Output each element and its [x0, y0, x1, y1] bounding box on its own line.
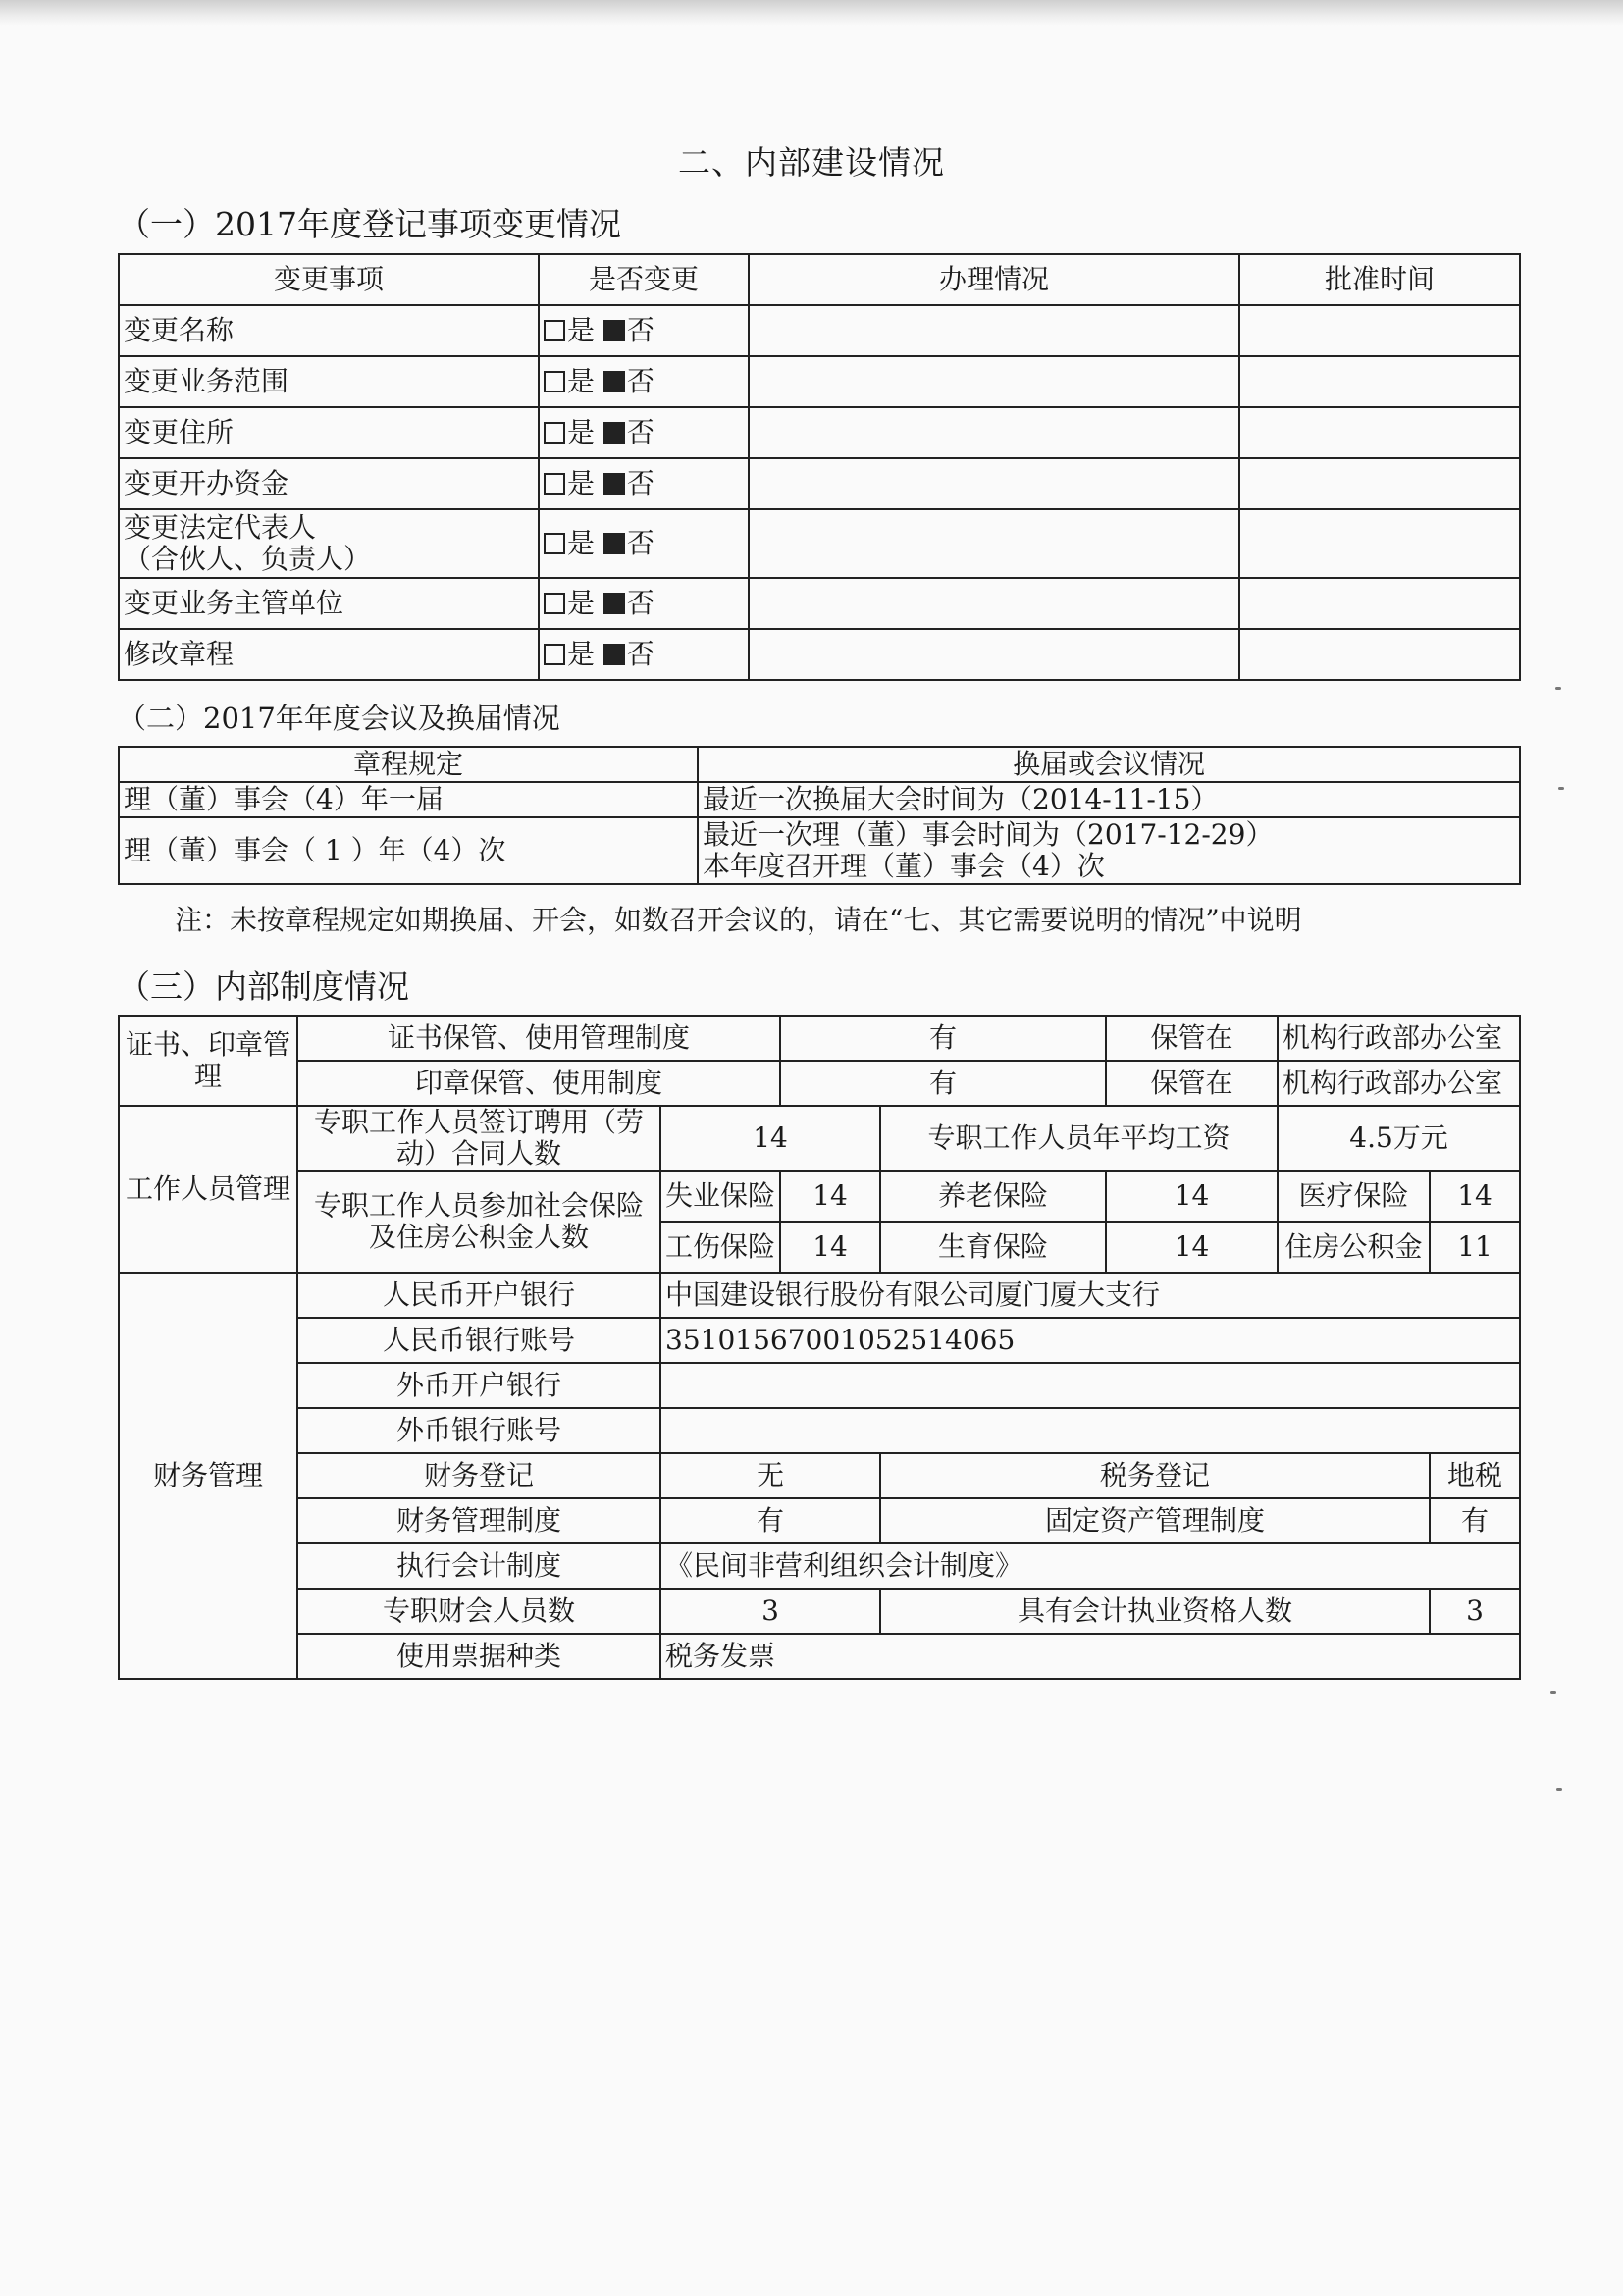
insurance-name: 医疗保险: [1278, 1171, 1430, 1222]
handling-cell: [749, 458, 1239, 509]
keeper-label: 保管在: [1106, 1016, 1278, 1061]
insurance-value: 14: [1106, 1171, 1278, 1222]
yes-no-choice: [539, 356, 749, 407]
date-cell: [1239, 629, 1520, 680]
accountants-value: 3: [660, 1589, 880, 1634]
insurance-value: 14: [780, 1171, 880, 1222]
yes-checkbox[interactable]: [544, 593, 565, 614]
date-cell: [1239, 305, 1520, 356]
no-checkbox[interactable]: [603, 593, 625, 614]
yes-label: 是: [567, 587, 596, 619]
accounting-label: 执行会计制度: [297, 1543, 660, 1589]
internal-systems-table: [118, 1015, 1521, 1680]
yes-checkbox[interactable]: [544, 473, 565, 495]
section3-title: （三）内部制度情况: [118, 967, 409, 1006]
handling-cell: [749, 578, 1239, 629]
scan-speck: [1558, 787, 1564, 790]
yes-no-choice: [539, 509, 749, 578]
fx-bank-value: [660, 1363, 1520, 1408]
table-row: [119, 356, 1520, 407]
change-item: 变更住所: [119, 407, 539, 458]
yes-no-choice: [539, 629, 749, 680]
insurance-name: 住房公积金: [1278, 1222, 1430, 1273]
change-item-line1: 变更法定代表人: [124, 511, 317, 544]
yes-checkbox[interactable]: [544, 371, 565, 392]
meetings-table: [118, 746, 1521, 885]
rmb-bank-label: 人民币开户银行: [297, 1273, 660, 1318]
yes-no-choice: [539, 458, 749, 509]
table-row: [119, 509, 1520, 578]
rmb-account-label: 人民币银行账号: [297, 1318, 660, 1363]
insurance-name: 生育保险: [880, 1222, 1106, 1273]
handling-cell: [749, 305, 1239, 356]
yes-no-choice: [539, 305, 749, 356]
change-item: 变更开办资金: [119, 458, 539, 509]
no-label: 否: [626, 365, 654, 397]
fin-system-value: 有: [660, 1498, 880, 1543]
table-row: [119, 578, 1520, 629]
no-checkbox[interactable]: [603, 533, 625, 554]
no-label: 否: [626, 416, 654, 448]
scan-speck: [1556, 1788, 1562, 1791]
change-item: 变更业务主管单位: [119, 578, 539, 629]
fx-bank-label: 外币开户银行: [297, 1363, 660, 1408]
no-checkbox[interactable]: [603, 422, 625, 444]
rule-cell: 理（董）事会（4）年一届: [119, 782, 698, 817]
change-item: 变更业务范围: [119, 356, 539, 407]
header-date: 批准时间: [1239, 254, 1520, 305]
yes-no-choice: [539, 407, 749, 458]
yes-label: 是: [567, 314, 596, 346]
insurance-value: 14: [1106, 1222, 1278, 1273]
scan-speck: [1555, 687, 1561, 690]
insurance-value: 14: [780, 1222, 880, 1273]
cert-system-value: 有: [780, 1016, 1106, 1061]
change-item: 修改章程: [119, 629, 539, 680]
staff-category: 工作人员管理: [119, 1106, 297, 1273]
no-checkbox[interactable]: [603, 473, 625, 495]
handling-cell: [749, 407, 1239, 458]
finance-category: 财务管理: [119, 1273, 297, 1679]
fx-account-value: [660, 1408, 1520, 1453]
no-label: 否: [626, 638, 654, 670]
accounting-value: 《民间非营利组织会计制度》: [660, 1543, 1520, 1589]
receipt-label: 使用票据种类: [297, 1634, 660, 1679]
section1-title: （一）2017年度登记事项变更情况: [118, 205, 621, 243]
table-row: [119, 782, 1520, 817]
insurance-name: 工伤保险: [660, 1222, 780, 1273]
date-cell: [1239, 578, 1520, 629]
table-row: [119, 305, 1520, 356]
header-handling: 办理情况: [749, 254, 1239, 305]
table-row: [119, 407, 1520, 458]
header-changed: 是否变更: [539, 254, 749, 305]
seal-system-label: 印章保管、使用制度: [297, 1061, 780, 1106]
yes-checkbox[interactable]: [544, 644, 565, 665]
status-line: 最近一次理（董）事会时间为（2017-12-29）: [703, 818, 1274, 851]
header-item: 变更事项: [119, 254, 539, 305]
status-cell: [698, 817, 1520, 884]
date-cell: [1239, 407, 1520, 458]
no-checkbox[interactable]: [603, 644, 625, 665]
header-rule: 章程规定: [119, 747, 698, 782]
no-label: 否: [626, 467, 654, 499]
yes-checkbox[interactable]: [544, 320, 565, 341]
no-label: 否: [626, 314, 654, 346]
yes-label: 是: [567, 416, 596, 448]
yes-label: 是: [567, 467, 596, 499]
yes-checkbox[interactable]: [544, 533, 565, 554]
note-text: 注：未按章程规定如期换届、开会，如数召开会议的，请在“七、其它需要说明的情况”中说明: [175, 904, 1302, 936]
table-row: [119, 629, 1520, 680]
rule-cell: 理（董）事会（ 1 ）年（4）次: [119, 817, 698, 884]
date-cell: [1239, 509, 1520, 578]
handling-cell: [749, 629, 1239, 680]
insurance-value: 14: [1430, 1171, 1520, 1222]
contract-value: 14: [660, 1106, 880, 1171]
date-cell: [1239, 356, 1520, 407]
salary-label: 专职工作人员年平均工资: [880, 1106, 1278, 1171]
handling-cell: [749, 356, 1239, 407]
cert-seal-category: 证书、印章管理: [119, 1016, 297, 1106]
yes-label: 是: [567, 365, 596, 397]
keeper-value: 机构行政部办公室: [1278, 1016, 1520, 1061]
fin-reg-value: 无: [660, 1453, 880, 1498]
fx-account-label: 外币银行账号: [297, 1408, 660, 1453]
seal-system-value: 有: [780, 1061, 1106, 1106]
salary-value: 4.5万元: [1278, 1106, 1520, 1171]
insurance-name: 失业保险: [660, 1171, 780, 1222]
tax-reg-label: 税务登记: [880, 1453, 1430, 1498]
rmb-bank-value: 中国建设银行股份有限公司厦门厦大支行: [660, 1273, 1520, 1318]
rmb-account-value: 35101567001052514065: [660, 1318, 1520, 1363]
qualified-value: 3: [1430, 1589, 1520, 1634]
registration-changes-table: [118, 253, 1521, 681]
no-checkbox[interactable]: [603, 371, 625, 392]
tax-reg-value: 地税: [1430, 1453, 1520, 1498]
insurance-name: 养老保险: [880, 1171, 1106, 1222]
date-cell: [1239, 458, 1520, 509]
no-checkbox[interactable]: [603, 320, 625, 341]
asset-system-label: 固定资产管理制度: [880, 1498, 1430, 1543]
insurance-label: 专职工作人员参加社会保险及住房公积金人数: [297, 1171, 660, 1273]
table-row: [119, 458, 1520, 509]
status-cell: 最近一次换届大会时间为（2014-11-15）: [698, 782, 1520, 817]
yes-label: 是: [567, 638, 596, 670]
yes-checkbox[interactable]: [544, 422, 565, 444]
scan-speck: [1550, 1691, 1556, 1694]
no-label: 否: [626, 587, 654, 619]
accountants-label: 专职财会人员数: [297, 1589, 660, 1634]
asset-system-value: 有: [1430, 1498, 1520, 1543]
header-status: 换届或会议情况: [698, 747, 1520, 782]
contract-label: 专职工作人员签订聘用（劳动）合同人数: [297, 1106, 660, 1171]
status-line: 本年度召开理（董）事会（4）次: [703, 850, 1105, 882]
change-item: [119, 509, 539, 578]
qualified-label: 具有会计执业资格人数: [880, 1589, 1430, 1634]
yes-no-choice: [539, 578, 749, 629]
yes-label: 是: [567, 527, 596, 559]
page-title: 二、内部建设情况: [678, 143, 945, 182]
fin-reg-label: 财务登记: [297, 1453, 660, 1498]
change-item: 变更名称: [119, 305, 539, 356]
cert-system-label: 证书保管、使用管理制度: [297, 1016, 780, 1061]
keeper-label: 保管在: [1106, 1061, 1278, 1106]
table-row: [119, 817, 1520, 884]
fin-system-label: 财务管理制度: [297, 1498, 660, 1543]
handling-cell: [749, 509, 1239, 578]
section2-title: （二）2017年年度会议及换届情况: [118, 702, 560, 735]
receipt-value: 税务发票: [660, 1634, 1520, 1679]
no-label: 否: [626, 527, 654, 559]
insurance-value: 11: [1430, 1222, 1520, 1273]
change-item-line2: （合伙人、负责人）: [124, 543, 372, 575]
keeper-value: 机构行政部办公室: [1278, 1061, 1520, 1106]
scan-edge: [0, 0, 1623, 26]
